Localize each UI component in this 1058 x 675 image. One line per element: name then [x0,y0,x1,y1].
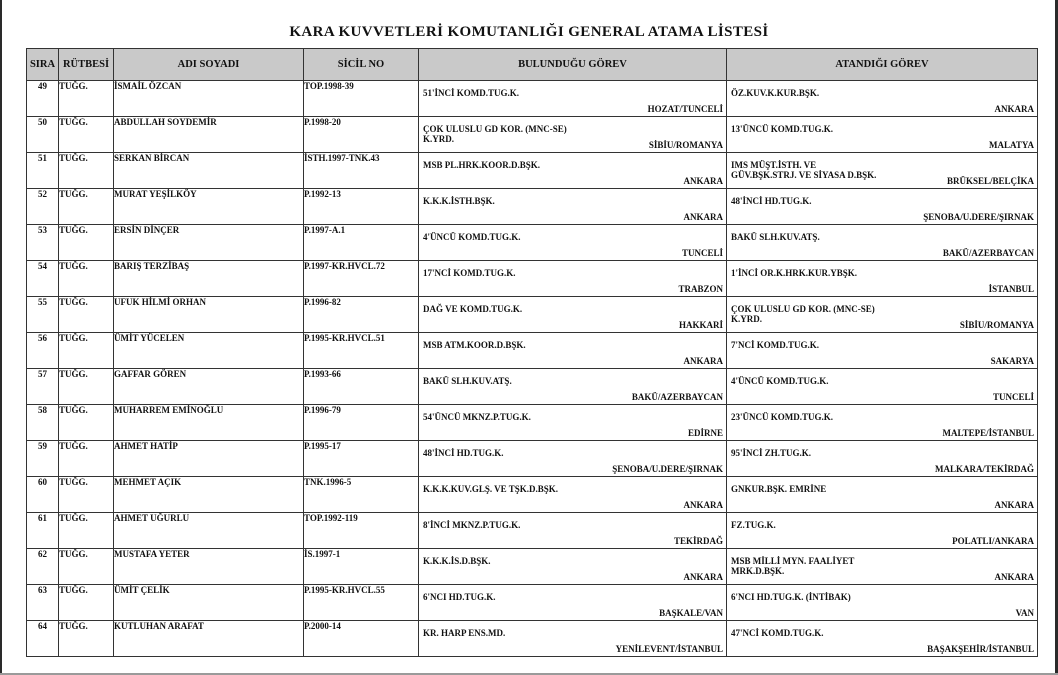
assigned-location: İSTANBUL [988,284,1034,294]
assigned-position: 47'NCİ KOMD.TUG.K. [731,628,824,638]
current-location: HAKKARİ [678,320,723,330]
cell-atandigi-gorev [727,369,1038,405]
assigned-location: MALKARA/TEKİRDAĞ [934,464,1034,474]
document-title: KARA KUVVETLERİ KOMUTANLIĞI GENERAL ATAMA LİSTESİ [289,24,769,40]
current-position: 6'NCI HD.TUG.K. [423,592,496,602]
assigned-position: 95'İNCİ ZH.TUG.K. [731,448,812,458]
assigned-location: POLATLI/ANKARA [952,536,1034,546]
cell-atandigi-gorev [727,117,1038,153]
cell-rutbe: TUĞG. [59,225,114,261]
current-location: ŞENOBA/U.DERE/ŞIRNAK [612,464,723,474]
current-position: KR. HARP ENS.MD. [423,628,506,638]
cell-rutbe: TUĞG. [59,81,114,117]
assigned-position: 48'İNCİ HD.TUG.K. [731,196,812,206]
cell-sira: 57 [27,369,59,405]
current-location: ANKARA [683,500,723,510]
cell-adi-soyadi: ÜMİT ÇELİK [114,585,304,621]
cell-adi-soyadi: AHMET HATİP [114,441,304,477]
cell-adi-soyadi: KUTLUHAN ARAFAT [114,621,304,657]
cell-bulundugu-gorev [419,621,727,657]
cell-atandigi-gorev [727,261,1038,297]
cell-rutbe: TUĞG. [59,513,114,549]
cell-adi-soyadi: ÜMİT YÜCELEN [114,333,304,369]
assigned-location: ANKARA [994,104,1034,114]
cell-rutbe: TUĞG. [59,441,114,477]
cell-sicil-no: P.1995-KR.HVCL.55 [304,585,419,621]
cell-bulundugu-gorev [419,585,727,621]
cell-atandigi-gorev [727,81,1038,117]
assigned-location: VAN [1015,608,1034,618]
header-sira: SIRA [27,49,59,81]
assigned-location: ŞENOBA/U.DERE/ŞIRNAK [923,212,1034,222]
cell-rutbe: TUĞG. [59,153,114,189]
assigned-location: BRÜKSEL/BELÇİKA [946,176,1034,186]
header-rutbe: RÜTBESİ [59,49,114,81]
assigned-position: ÇOK ULUSLU GD KOR. (MNC-SE) K.YRD. [731,304,875,324]
cell-atandigi-gorev [727,441,1038,477]
cell-bulundugu-gorev [419,261,727,297]
cell-bulundugu-gorev [419,81,727,117]
cell-bulundugu-gorev [419,369,727,405]
cell-atandigi-gorev [727,189,1038,225]
current-location: ANKARA [683,356,723,366]
cell-adi-soyadi: MUHARREM EMİNOĞLU [114,405,304,441]
cell-rutbe: TUĞG. [59,621,114,657]
current-location: SİBİU/ROMANYA [648,140,723,150]
assigned-position: 6'NCI HD.TUG.K. (İNTİBAK) [731,592,851,602]
current-location: TRABZON [678,284,723,294]
assigned-position: 1'İNCİ OR.K.HRK.KUR.YBŞK. [731,268,858,278]
cell-adi-soyadi: BARIŞ TERZİBAŞ [114,261,304,297]
cell-adi-soyadi: UFUK HİLMİ ORHAN [114,297,304,333]
table-row [27,477,1038,513]
cell-bulundugu-gorev [419,549,727,585]
assigned-location: SAKARYA [990,356,1034,366]
assigned-location: ANKARA [994,572,1034,582]
current-location: ANKARA [683,572,723,582]
current-position: K.K.K.KUV.GLŞ. VE TŞK.D.BŞK. [423,484,559,494]
cell-adi-soyadi: MUSTAFA YETER [114,549,304,585]
cell-sicil-no: İS.1997-1 [304,549,419,585]
current-position: 54'ÜNCÜ MKNZ.P.TUG.K. [423,412,531,422]
cell-sira: 64 [27,621,59,657]
cell-sira: 52 [27,189,59,225]
current-position: 8'İNCİ MKNZ.P.TUG.K. [423,520,521,530]
table-row [27,405,1038,441]
assigned-position: BAKÜ SLH.KUV.ATŞ. [731,232,820,242]
cell-adi-soyadi: AHMET UĞURLU [114,513,304,549]
cell-sicil-no: P.1995-17 [304,441,419,477]
current-location: TUNCELİ [681,248,723,258]
cell-sira: 54 [27,261,59,297]
cell-rutbe: TUĞG. [59,477,114,513]
assigned-position: 7'NCİ KOMD.TUG.K. [731,340,820,350]
current-location: BAŞKALE/VAN [659,608,723,618]
current-position: BAKÜ SLH.KUV.ATŞ. [423,376,512,386]
cell-bulundugu-gorev [419,153,727,189]
cell-rutbe: TUĞG. [59,189,114,225]
cell-sira: 53 [27,225,59,261]
current-position: 51'İNCİ KOMD.TUG.K. [423,88,520,98]
current-location: ANKARA [683,212,723,222]
header-atandigi-gorev: ATANDIĞI GÖREV [727,49,1038,81]
cell-rutbe: TUĞG. [59,117,114,153]
assigned-location: MALATYA [988,140,1034,150]
cell-sicil-no: P.1996-82 [304,297,419,333]
cell-sicil-no: TOP.1992-119 [304,513,419,549]
table-row [27,441,1038,477]
cell-bulundugu-gorev [419,333,727,369]
cell-rutbe: TUĞG. [59,333,114,369]
cell-bulundugu-gorev [419,513,727,549]
cell-adi-soyadi: SERKAN BİRCAN [114,153,304,189]
cell-rutbe: TUĞG. [59,585,114,621]
cell-atandigi-gorev [727,225,1038,261]
header-sicil-no: SİCİL NO [304,49,419,81]
cell-sira: 59 [27,441,59,477]
assigned-location: SİBİU/ROMANYA [959,320,1034,330]
cell-atandigi-gorev [727,549,1038,585]
cell-sira: 55 [27,297,59,333]
cell-adi-soyadi: MURAT YEŞİLKÖY [114,189,304,225]
current-location: TEKİRDAĞ [673,536,723,546]
table-row [27,117,1038,153]
table-row [27,189,1038,225]
current-location: EDİRNE [687,428,723,438]
cell-sira: 62 [27,549,59,585]
cell-rutbe: TUĞG. [59,369,114,405]
table-row [27,261,1038,297]
cell-bulundugu-gorev [419,117,727,153]
table-row [27,297,1038,333]
cell-sicil-no: P.1998-20 [304,117,419,153]
cell-atandigi-gorev [727,405,1038,441]
cell-atandigi-gorev [727,585,1038,621]
cell-sira: 51 [27,153,59,189]
cell-sicil-no: TNK.1996-5 [304,477,419,513]
current-position: 48'İNCİ HD.TUG.K. [423,448,504,458]
table-row [27,369,1038,405]
cell-adi-soyadi: ABDULLAH SOYDEMİR [114,117,304,153]
cell-sicil-no: P.1995-KR.HVCL.51 [304,333,419,369]
assigned-location: BAŞAKŞEHİR/İSTANBUL [927,644,1034,654]
cell-sicil-no: TOP.1998-39 [304,81,419,117]
scan-border-left [0,0,2,675]
current-position: 4'ÜNCÜ KOMD.TUG.K. [423,232,521,242]
cell-atandigi-gorev [727,513,1038,549]
table-body [27,81,1038,657]
cell-sira: 56 [27,333,59,369]
cell-atandigi-gorev [727,153,1038,189]
cell-rutbe: TUĞG. [59,549,114,585]
table-row [27,549,1038,585]
current-position: MSB PL.HRK.KOOR.D.BŞK. [423,160,541,170]
cell-atandigi-gorev [727,621,1038,657]
cell-sira: 58 [27,405,59,441]
current-position: MSB ATM.KOOR.D.BŞK. [423,340,526,350]
cell-rutbe: TUĞG. [59,261,114,297]
cell-bulundugu-gorev [419,225,727,261]
table-row [27,513,1038,549]
assigned-position: FZ.TUG.K. [731,520,776,530]
assigned-location: MALTEPE/İSTANBUL [942,428,1034,438]
assigned-location: TUNCELİ [992,392,1034,402]
assigned-position: 13'ÜNCÜ KOMD.TUG.K. [731,124,833,134]
assigned-position: ÖZ.KUV.K.KUR.BŞK. [731,88,820,98]
cell-sicil-no: P.1992-13 [304,189,419,225]
cell-sicil-no: İSTH.1997-TNK.43 [304,153,419,189]
header-bulundugu-gorev: BULUNDUĞU GÖREV [419,49,727,81]
cell-sira: 63 [27,585,59,621]
table-row [27,333,1038,369]
cell-sicil-no: P.2000-14 [304,621,419,657]
cell-atandigi-gorev [727,477,1038,513]
table-row [27,585,1038,621]
cell-bulundugu-gorev [419,405,727,441]
current-position: ÇOK ULUSLU GD KOR. (MNC-SE) K.YRD. [423,124,567,144]
current-position: 17'NCİ KOMD.TUG.K. [423,268,516,278]
current-location: BAKÜ/AZERBAYCAN [631,392,723,402]
cell-sicil-no: P.1997-KR.HVCL.72 [304,261,419,297]
cell-sira: 61 [27,513,59,549]
current-position: K.K.K.İSTH.BŞK. [423,196,495,206]
header-adi-soyadi: ADI SOYADI [114,49,304,81]
cell-bulundugu-gorev [419,189,727,225]
assigned-position: 4'ÜNCÜ KOMD.TUG.K. [731,376,829,386]
current-position: DAĞ VE KOMD.TUG.K. [423,304,523,314]
cell-adi-soyadi: GAFFAR GÖREN [114,369,304,405]
cell-sicil-no: P.1997-A.1 [304,225,419,261]
cell-sicil-no: P.1996-79 [304,405,419,441]
assigned-position: 23'ÜNCÜ KOMD.TUG.K. [731,412,833,422]
assigned-location: BAKÜ/AZERBAYCAN [942,248,1034,258]
cell-adi-soyadi: ERSİN DİNÇER [114,225,304,261]
cell-sira: 50 [27,117,59,153]
cell-sira: 49 [27,81,59,117]
cell-adi-soyadi: İSMAİL ÖZCAN [114,81,304,117]
cell-adi-soyadi: MEHMET AÇIK [114,477,304,513]
cell-bulundugu-gorev [419,441,727,477]
assigned-position: GNKUR.BŞK. EMRİNE [731,484,827,494]
cell-sicil-no: P.1993-66 [304,369,419,405]
current-location: YENİLEVENT/İSTANBUL [615,644,723,654]
table-header-row [27,49,1038,81]
cell-atandigi-gorev [727,297,1038,333]
cell-rutbe: TUĞG. [59,297,114,333]
cell-sira: 60 [27,477,59,513]
assignment-table [26,48,1038,657]
cell-bulundugu-gorev [419,477,727,513]
table-row [27,81,1038,117]
assigned-position: IMS MÜŞT.İSTH. VE GÜV.BŞK.STRJ. VE SİYASA D.BŞK. [731,160,877,180]
current-location: ANKARA [683,176,723,186]
table-row [27,153,1038,189]
current-location: HOZAT/TUNCELİ [647,104,723,114]
assigned-position: MSB MİLLİ MYN. FAALİYET MRK.D.BŞK. [731,556,855,576]
cell-bulundugu-gorev [419,297,727,333]
current-position: K.K.K.İS.D.BŞK. [423,556,491,566]
table-row [27,621,1038,657]
cell-rutbe: TUĞG. [59,405,114,441]
table-row [27,225,1038,261]
assigned-location: ANKARA [994,500,1034,510]
cell-atandigi-gorev [727,333,1038,369]
